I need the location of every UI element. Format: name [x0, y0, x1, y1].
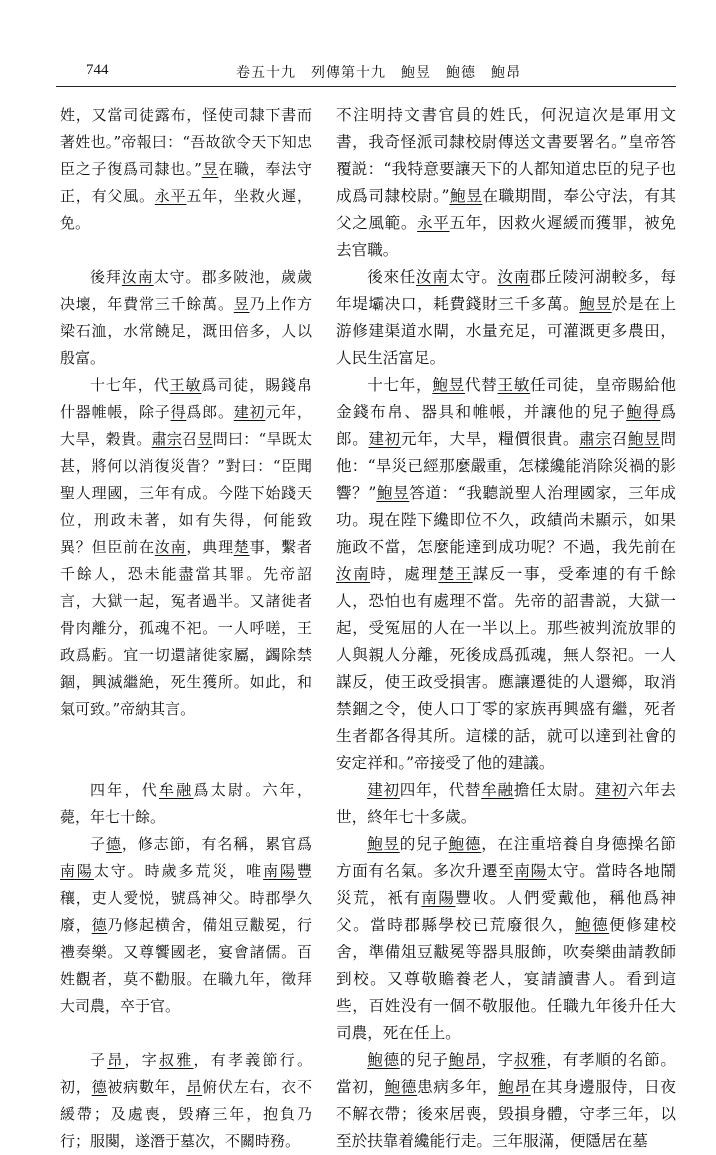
proper-name: 王敏 — [497, 376, 531, 394]
page-number: 744 — [86, 62, 109, 78]
proper-name: 鮑昱 — [449, 187, 483, 205]
proper-name: 昱 — [233, 295, 250, 313]
proper-name: 楚王 — [438, 565, 473, 583]
translation-column — [336, 102, 676, 1155]
text-run: 任司徒，皇帝賜給他金錢布帛、器具和帷帳，并讓他的兒子 — [336, 376, 676, 421]
text-run: 子 — [90, 1051, 108, 1069]
text-run: 太守。 — [448, 268, 498, 286]
text-run: 豐穰，吏人愛悦，號爲神父。時郡學久廢， — [60, 862, 312, 934]
text-run: 爲司徒，賜錢帛什器帷帳，除子 — [60, 376, 312, 421]
paragraph — [60, 264, 312, 372]
text-run: 四年，代 — [90, 781, 159, 799]
text-run: ，典理 — [186, 538, 234, 556]
text-run: 四年，代替 — [399, 781, 482, 799]
text-run: 不注明持文書官員的姓氏，何況這次是軍用文書，我奇怪派司隸校尉傳送文書要署名。”皇帝答覆説：“我特意要讓天下的人都知道忠臣的兒子也成爲司隸校尉。” — [336, 106, 676, 205]
proper-name: 昱 — [201, 160, 219, 178]
text-run: ，字 — [481, 1051, 514, 1069]
text-run: 在其身邊服侍，日夜不解衣帶；後來居喪，毁損身體，守孝三年，以至於扶靠着纔能行走。三年服滿，便隱居在墓 — [336, 1078, 676, 1150]
proper-name: 建初 — [367, 781, 400, 799]
proper-name: 昂 — [186, 1078, 203, 1096]
text-run: 乃修起横舍，備俎豆黻冕，行禮奏樂。又尊饗國老，宴會諸儒。百姓觀者，莫不勸服。在職九年，徵拜大司農，卒于官。 — [60, 916, 312, 1015]
proper-name: 叔雅 — [159, 1051, 194, 1069]
text-run: 的兒子 — [399, 835, 449, 853]
text-run: 元年，大旱，糧價很貴。 — [400, 430, 580, 448]
proper-name: 永平 — [154, 187, 187, 205]
text-run: 答道：“我聽説聖人治理國家，三年成功。現在陛下纔即位不久，政績尚未顯示，如果施政不當，怎麼能達到成功呢？不過，我先前在 — [336, 484, 676, 556]
text-run: 十七年， — [367, 376, 433, 394]
proper-name: 汝南 — [336, 565, 371, 583]
text-run: 爲郎。 — [336, 403, 676, 448]
text-run: 召 — [182, 430, 198, 448]
text-run: 爲太尉。六年，薨，年七十餘。 — [60, 781, 312, 826]
proper-name: 鮑昂 — [498, 1078, 531, 1096]
text-run: 郡丘陵河湖較多，每年堤壩决口，耗費錢財三千多萬。 — [336, 268, 676, 313]
text-run: 便修建校舍，準備俎豆黻冕等器具服飾，吹奏樂曲請教師到校。又尊敬贍養老人，宴請讀書人。看到這些，百姓没有一個不敬服他。任職九年後升任大司農，死在任上。 — [336, 916, 676, 1042]
text-run: 後來任 — [367, 268, 417, 286]
proper-name: 牟融 — [481, 781, 514, 799]
text-run: ，有孝順的名節。當初， — [336, 1051, 676, 1096]
proper-name: 鮑昱 — [432, 376, 465, 394]
proper-name: 肅宗 — [579, 430, 612, 448]
text-run: 俯伏左右，衣不緩帶；及處喪，毁瘠三年，抱負乃行；服闋，遂潛于墓次，不關時務。 — [60, 1078, 312, 1150]
proper-name: 汝南 — [154, 538, 187, 556]
text-run: 爲郎。 — [186, 403, 234, 421]
proper-name: 昂 — [107, 1051, 125, 1069]
text-run: 問曰：“旱既太甚，將何以消復災眚？”對曰：“臣聞聖人理國，三年有成。今陛下始踐天位，刑政未著，如有失得，何能致異？但臣前在 — [60, 430, 312, 556]
proper-name: 鮑昱 — [376, 484, 410, 502]
text-run: ，在注重培養自身德操名節方面有名氣。多次升遷至 — [336, 835, 676, 880]
proper-name: 鮑德 — [367, 1051, 400, 1069]
proper-name: 楚 — [233, 538, 250, 556]
text-run: 五年，因救火遲緩而獲罪，被免去官職。 — [336, 214, 676, 259]
proper-name: 德 — [91, 1078, 108, 1096]
text-run: ，字 — [124, 1051, 159, 1069]
proper-name: 鮑德 — [575, 916, 610, 934]
proper-name: 王敏 — [169, 376, 202, 394]
classical-text-column — [60, 102, 312, 1155]
proper-name: 汝南 — [497, 268, 531, 286]
paragraph — [336, 777, 676, 831]
proper-name: 永平 — [417, 214, 450, 232]
text-run: ，有孝義節行。初， — [60, 1051, 312, 1096]
paragraph — [60, 102, 312, 237]
paragraph — [336, 372, 676, 777]
paragraph — [336, 102, 676, 264]
proper-name: 建初 — [233, 403, 266, 421]
proper-name: 汝南 — [121, 268, 154, 286]
paragraph — [60, 372, 312, 723]
text-run: 在職期間，奉公守法，有其父之風範。 — [336, 187, 676, 232]
paragraph — [336, 1047, 676, 1155]
text-run: 十七年，代 — [90, 376, 170, 394]
proper-name: 叔雅 — [513, 1051, 547, 1069]
paragraph — [336, 831, 676, 1047]
proper-name: 鮑昱 — [579, 295, 612, 313]
paragraph — [60, 777, 312, 831]
text-run: 患病多年， — [417, 1078, 499, 1096]
text-run: 姓，又當司徒露布，怪使司隸下書而著姓也。”帝報曰：“吾故欲令天下知忠臣之子復爲司隸也。” — [60, 106, 312, 178]
proper-name: 鮑昱 — [627, 430, 661, 448]
proper-name: 南陽 — [514, 862, 547, 880]
text-run: 太守。郡多陂池，歲歲决壞，年費常三千餘萬。 — [60, 268, 312, 313]
text-run: 子 — [90, 835, 106, 853]
proper-name: 建初 — [595, 781, 628, 799]
text-run: 六年去世，終年七十多歲。 — [336, 781, 676, 826]
proper-name: 肅宗 — [151, 430, 183, 448]
running-head: 卷五十九 列傳第十九 鮑昱 鮑德 鮑昂 — [236, 65, 521, 81]
text-run: 豐收。人們愛戴他，稱他爲神父。當時郡縣學校已荒廢很久， — [336, 889, 676, 934]
paragraph — [336, 264, 676, 372]
proper-name: 鮑昂 — [448, 1051, 482, 1069]
text-run: 事，繫者千餘人，恐未能盡當其罪。先帝詔言，大獄一起，冤者過半。又諸徙者骨肉離分，孤魂不祀。一人呼嗟，王政爲虧。宜一切還諸徙家屬，蠲除禁錮，興滅繼絶，死生獲所。如此，和氣可致。”帝納其言。 — [60, 538, 312, 718]
proper-name: 鮑德 — [384, 1078, 418, 1096]
proper-name: 昱 — [197, 430, 213, 448]
proper-name: 南陽 — [60, 862, 94, 880]
paragraph — [60, 1047, 312, 1155]
text-run: 太守。當時各地鬧災荒，衹有 — [336, 862, 676, 907]
proper-name: 鮑德 — [448, 835, 482, 853]
text-run: 被病數年， — [107, 1078, 187, 1096]
text-run: ，修志節，有名稱，累官爲 — [121, 835, 312, 853]
text-run: 問他：“旱災已經那麼嚴重，怎樣纔能消除災禍的影響？” — [336, 430, 676, 502]
proper-name: 南陽 — [263, 862, 297, 880]
text-run: 五年，坐救火遲，免。 — [60, 187, 312, 232]
text-run: 代替 — [464, 376, 498, 394]
proper-name: 南陽 — [421, 889, 456, 907]
text-run: 乃上作方梁石洫，水常饒足，溉田倍多，人以殷富。 — [60, 295, 312, 367]
text-run: 謀反一事，受牽連的有千餘人，恐怕也有處理不當。先帝的詔書説，大獄一起，受冤屈的人在一半以上。那些被判流放罪的人與親人分離，死後成爲孤魂，無人祭祀。一人謀反，使王政受損害。應讓遷徙的人還鄉，取消禁錮之令，使人口丁零的家族再興盛有繼，死者生者都各得其所。這樣的話，就可以達到社會的安定祥和。”帝接受了他的建議。 — [336, 565, 676, 772]
text-run: 在職，奉法守正，有父風。 — [60, 160, 312, 205]
paragraph — [60, 831, 312, 1020]
text-run: 的兒子 — [399, 1051, 449, 1069]
proper-name: 牟融 — [159, 781, 194, 799]
proper-name: 建初 — [368, 430, 401, 448]
text-run: 召 — [611, 430, 628, 448]
proper-name: 得 — [170, 403, 187, 421]
text-run: 元年，大旱，穀貴。 — [60, 403, 312, 448]
proper-name: 汝南 — [416, 268, 449, 286]
text-run: 於是在上游修建渠道水閘，水量充足，可灌溉更多農田，人民生活富足。 — [336, 295, 676, 367]
proper-name: 德 — [105, 835, 122, 853]
proper-name: 鮑昱 — [367, 835, 400, 853]
header-rule — [56, 86, 676, 87]
text-run: 太守。時歲多荒災，唯 — [93, 862, 264, 880]
proper-name: 德 — [91, 916, 108, 934]
proper-name: 鮑得 — [626, 403, 661, 421]
text-run: 時，處理 — [370, 565, 439, 583]
text-run: 後拜 — [90, 268, 122, 286]
text-run: 擔任太尉。 — [513, 781, 596, 799]
